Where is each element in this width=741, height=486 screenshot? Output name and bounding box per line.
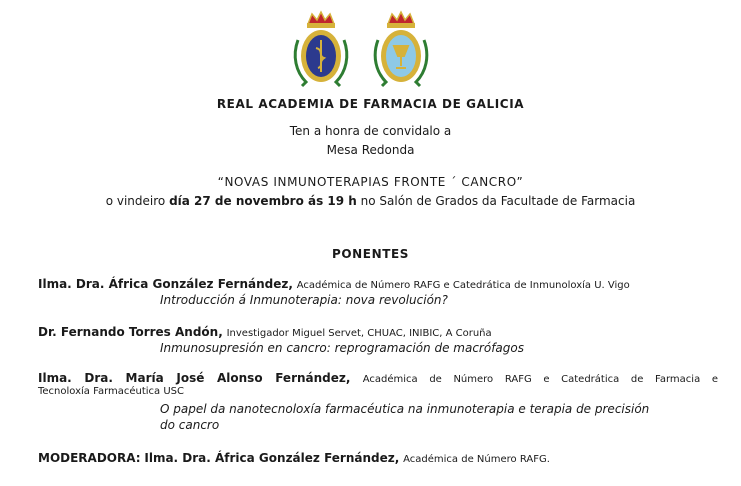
talk-title: Inmunosupresión en cancro: reprogramación de macrófagos — [160, 341, 524, 355]
crests — [288, 10, 436, 90]
moderator-row — [38, 451, 718, 465]
date-bold: día 27 de novembro ás 19 h — [169, 194, 357, 208]
speaker-affiliation: Investigador Miguel Servet, CHUAC, INIBIC, A Coruña — [226, 328, 492, 339]
speaker-affiliation: Académica de Número RAFG e Catedrática de Farmacia e — [362, 374, 718, 385]
speaker-name: Ilma. Dra. África González Fernández, — [38, 277, 293, 291]
speaker-row — [38, 325, 718, 339]
event-date-line — [0, 194, 741, 208]
event-type: Mesa Redonda — [326, 143, 415, 157]
talk-title-cont: do cancro — [160, 418, 220, 432]
academy-name: REAL ACADEMIA DE FARMACIA DE GALICIA — [216, 97, 525, 111]
date-prefix: o vindeiro — [105, 194, 166, 208]
speaker-row — [38, 371, 718, 385]
talk-title: O papel da nanotecnoloxía farmacéutica na inmunoterapia e terapia de precisión — [160, 402, 650, 416]
academy-crest-icon — [288, 10, 354, 90]
ponentes-heading: PONENTES — [331, 247, 410, 261]
moderator-label: MODERADORA: — [38, 451, 141, 465]
speaker-affiliation: Académica de Número RAFG e Catedrática de Inmunoloxía U. Vigo — [296, 280, 630, 291]
event-title: “NOVAS INMUNOTERAPIAS FRONTE ´ CANCRO” — [217, 175, 524, 189]
speaker-row — [38, 277, 718, 291]
speaker-name: Ilma. Dra. María José Alonso Fernández, — [38, 371, 351, 385]
moderator-affiliation: Académica de Número RAFG. — [403, 454, 550, 465]
academy-crest-icon — [368, 10, 434, 90]
talk-title: Introducción á Inmunoterapia: nova revolución? — [160, 293, 448, 307]
date-suffix: no Salón de Grados da Facultade de Farmacia — [360, 194, 636, 208]
moderator-name: Ilma. Dra. África González Fernández, — [144, 451, 400, 465]
speaker-name: Dr. Fernando Torres Andón, — [38, 325, 223, 339]
invite-line: Ten a honra de convidalo a — [289, 124, 452, 138]
speaker-affiliation-cont: Tecnoloxía Farmacéutica USC — [38, 386, 185, 397]
